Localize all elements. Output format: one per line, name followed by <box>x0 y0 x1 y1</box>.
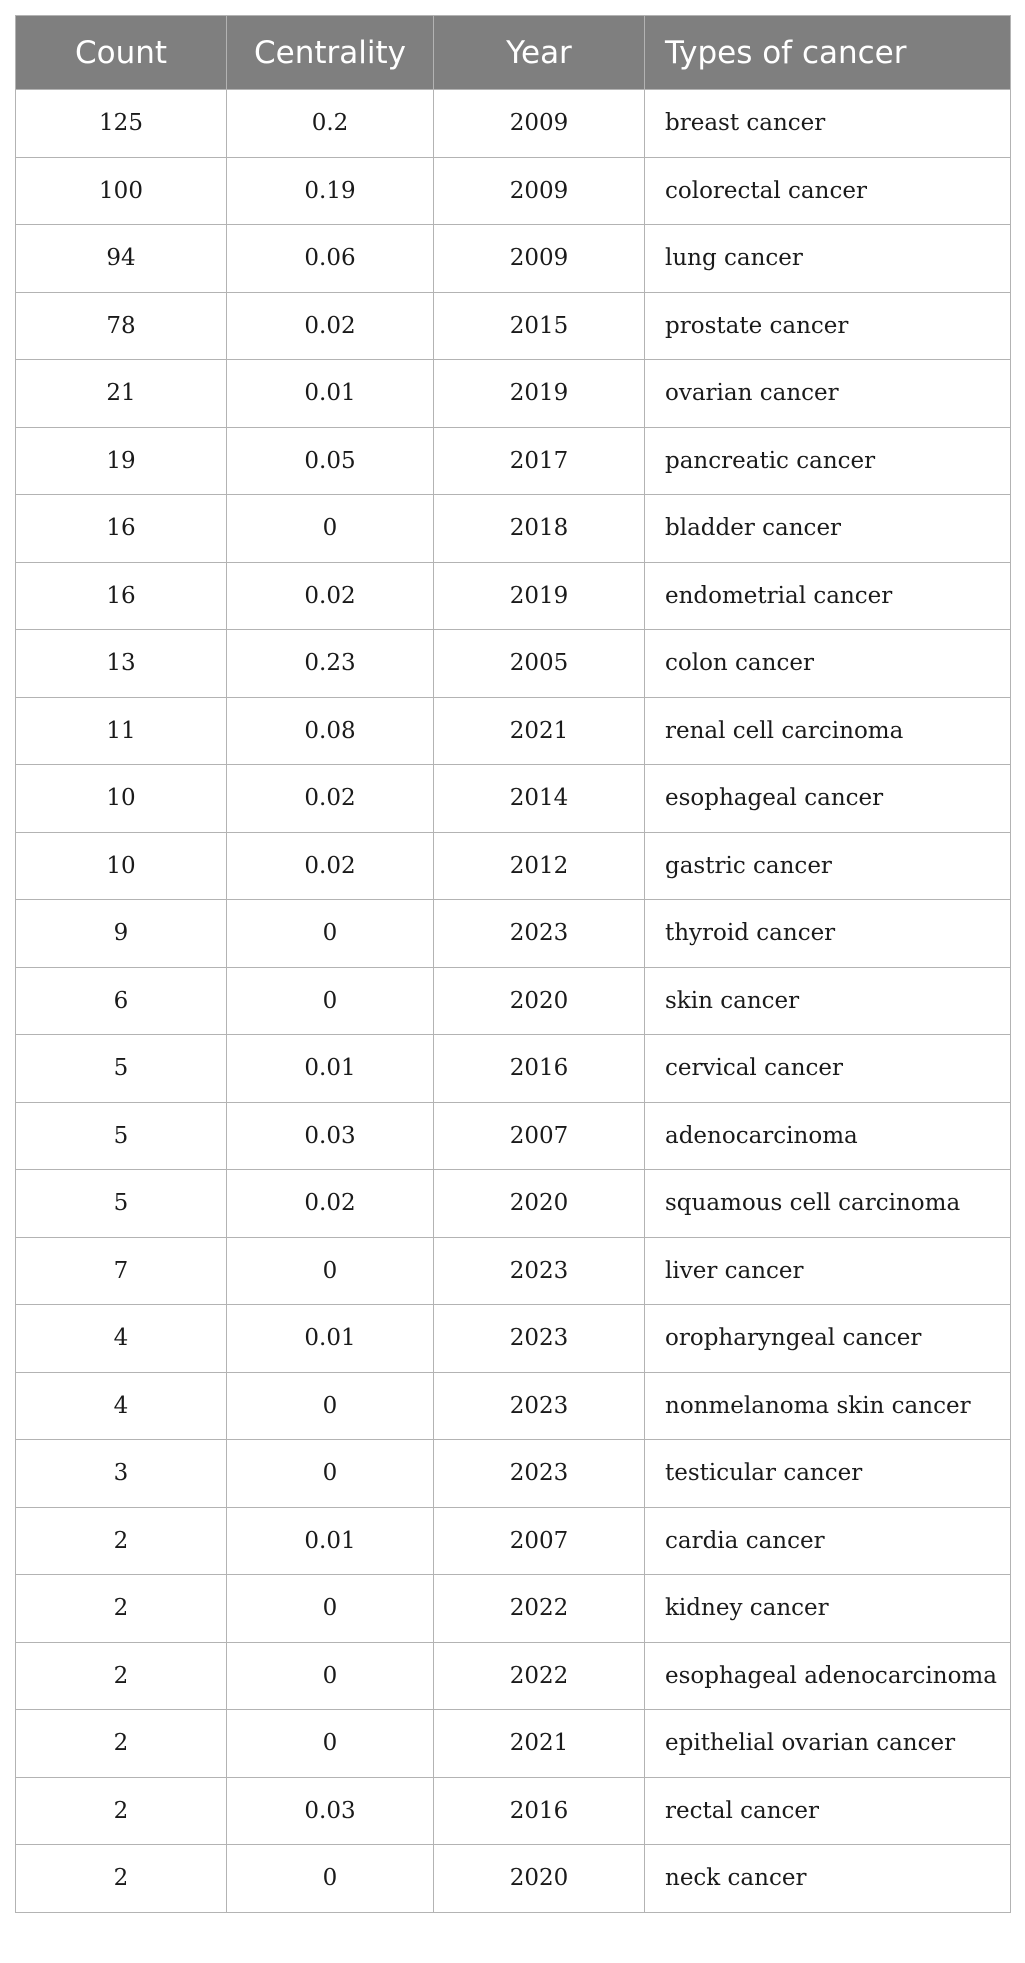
cell-year: 2020 <box>434 967 645 1035</box>
cell-centrality: 0.03 <box>227 1777 434 1845</box>
cell-year: 2019 <box>434 562 645 630</box>
cell-centrality: 0.06 <box>227 225 434 293</box>
cell-count: 11 <box>16 697 227 765</box>
cell-year: 2022 <box>434 1575 645 1643</box>
cell-count: 2 <box>16 1777 227 1845</box>
cell-count: 5 <box>16 1170 227 1238</box>
header-row <box>16 16 1011 90</box>
cell-centrality: 0.08 <box>227 697 434 765</box>
cell-cancer-type: prostate cancer <box>645 292 1011 360</box>
cell-count: 125 <box>16 90 227 158</box>
table-row <box>16 562 1011 630</box>
table-row <box>16 90 1011 158</box>
table-row <box>16 1440 1011 1508</box>
table-row <box>16 1507 1011 1575</box>
table-row <box>16 1642 1011 1710</box>
cell-centrality: 0 <box>227 1575 434 1643</box>
cell-centrality: 0.02 <box>227 292 434 360</box>
cell-centrality: 0 <box>227 967 434 1035</box>
cell-count: 78 <box>16 292 227 360</box>
cell-centrality: 0 <box>227 1237 434 1305</box>
cell-year: 2019 <box>434 360 645 428</box>
cell-year: 2005 <box>434 630 645 698</box>
cell-cancer-type: cardia cancer <box>645 1507 1011 1575</box>
cell-year: 2020 <box>434 1170 645 1238</box>
table-row <box>16 1372 1011 1440</box>
cell-year: 2023 <box>434 1372 645 1440</box>
table-row <box>16 1710 1011 1778</box>
cell-centrality: 0 <box>227 1642 434 1710</box>
cell-cancer-type: kidney cancer <box>645 1575 1011 1643</box>
cell-cancer-type: oropharyngeal cancer <box>645 1305 1011 1373</box>
cell-centrality: 0 <box>227 1372 434 1440</box>
table-row <box>16 1777 1011 1845</box>
cell-count: 2 <box>16 1845 227 1913</box>
cell-count: 10 <box>16 832 227 900</box>
cell-centrality: 0.02 <box>227 562 434 630</box>
cell-count: 10 <box>16 765 227 833</box>
cell-count: 7 <box>16 1237 227 1305</box>
cell-centrality: 0.03 <box>227 1102 434 1170</box>
cell-year: 2007 <box>434 1102 645 1170</box>
cell-cancer-type: testicular cancer <box>645 1440 1011 1508</box>
cell-centrality: 0.01 <box>227 360 434 428</box>
cell-year: 2017 <box>434 427 645 495</box>
cell-cancer-type: gastric cancer <box>645 832 1011 900</box>
cell-count: 2 <box>16 1642 227 1710</box>
cell-cancer-type: thyroid cancer <box>645 900 1011 968</box>
header-cancer-type: Types of cancer <box>645 16 1011 90</box>
cell-count: 16 <box>16 562 227 630</box>
cell-year: 2023 <box>434 1237 645 1305</box>
cell-year: 2021 <box>434 697 645 765</box>
cell-cancer-type: colorectal cancer <box>645 157 1011 225</box>
header-count: Count <box>16 16 227 90</box>
cell-cancer-type: skin cancer <box>645 967 1011 1035</box>
cell-centrality: 0.02 <box>227 1170 434 1238</box>
table-row <box>16 157 1011 225</box>
cell-cancer-type: esophageal cancer <box>645 765 1011 833</box>
cell-count: 5 <box>16 1035 227 1103</box>
cell-count: 6 <box>16 967 227 1035</box>
header-year: Year <box>434 16 645 90</box>
cell-cancer-type: lung cancer <box>645 225 1011 293</box>
cell-centrality: 0.05 <box>227 427 434 495</box>
cell-count: 9 <box>16 900 227 968</box>
cell-count: 2 <box>16 1575 227 1643</box>
cell-count: 2 <box>16 1710 227 1778</box>
cell-count: 4 <box>16 1372 227 1440</box>
cell-centrality: 0.01 <box>227 1035 434 1103</box>
cell-centrality: 0 <box>227 900 434 968</box>
cell-count: 2 <box>16 1507 227 1575</box>
cell-year: 2009 <box>434 225 645 293</box>
cell-cancer-type: neck cancer <box>645 1845 1011 1913</box>
table-row <box>16 967 1011 1035</box>
cell-year: 2014 <box>434 765 645 833</box>
cell-count: 16 <box>16 495 227 563</box>
cell-year: 2023 <box>434 900 645 968</box>
cell-cancer-type: nonmelanoma skin cancer <box>645 1372 1011 1440</box>
cell-centrality: 0 <box>227 1845 434 1913</box>
cell-cancer-type: endometrial cancer <box>645 562 1011 630</box>
cell-centrality: 0 <box>227 1440 434 1508</box>
table-row <box>16 832 1011 900</box>
cancer-types-table <box>15 15 1011 1913</box>
cell-year: 2009 <box>434 157 645 225</box>
table-row <box>16 1845 1011 1913</box>
cell-year: 2015 <box>434 292 645 360</box>
cell-year: 2016 <box>434 1777 645 1845</box>
table-row <box>16 697 1011 765</box>
cell-cancer-type: liver cancer <box>645 1237 1011 1305</box>
cell-cancer-type: renal cell carcinoma <box>645 697 1011 765</box>
cell-cancer-type: breast cancer <box>645 90 1011 158</box>
table-row <box>16 1305 1011 1373</box>
cell-cancer-type: epithelial ovarian cancer <box>645 1710 1011 1778</box>
table-header <box>16 16 1011 90</box>
cell-cancer-type: adenocarcinoma <box>645 1102 1011 1170</box>
cell-cancer-type: squamous cell carcinoma <box>645 1170 1011 1238</box>
cell-count: 19 <box>16 427 227 495</box>
table-row <box>16 900 1011 968</box>
table-body <box>16 90 1011 1913</box>
cell-year: 2007 <box>434 1507 645 1575</box>
cell-year: 2016 <box>434 1035 645 1103</box>
table-row <box>16 1102 1011 1170</box>
cell-count: 21 <box>16 360 227 428</box>
table-row <box>16 495 1011 563</box>
cell-centrality: 0 <box>227 495 434 563</box>
cell-year: 2018 <box>434 495 645 563</box>
cell-year: 2022 <box>434 1642 645 1710</box>
cell-cancer-type: pancreatic cancer <box>645 427 1011 495</box>
cell-count: 5 <box>16 1102 227 1170</box>
header-centrality: Centrality <box>227 16 434 90</box>
cell-count: 94 <box>16 225 227 293</box>
table-row <box>16 1170 1011 1238</box>
cell-year: 2023 <box>434 1440 645 1508</box>
cell-cancer-type: colon cancer <box>645 630 1011 698</box>
cell-count: 4 <box>16 1305 227 1373</box>
cell-centrality: 0 <box>227 1710 434 1778</box>
table-row <box>16 630 1011 698</box>
cell-centrality: 0.23 <box>227 630 434 698</box>
table-row <box>16 765 1011 833</box>
table-row <box>16 1237 1011 1305</box>
cell-centrality: 0.02 <box>227 765 434 833</box>
cell-year: 2020 <box>434 1845 645 1913</box>
table-row <box>16 1035 1011 1103</box>
cell-cancer-type: cervical cancer <box>645 1035 1011 1103</box>
cell-count: 13 <box>16 630 227 698</box>
cell-cancer-type: ovarian cancer <box>645 360 1011 428</box>
cell-year: 2009 <box>434 90 645 158</box>
cell-centrality: 0.01 <box>227 1305 434 1373</box>
table-row <box>16 225 1011 293</box>
table-row <box>16 292 1011 360</box>
cell-year: 2012 <box>434 832 645 900</box>
cell-centrality: 0.19 <box>227 157 434 225</box>
cell-year: 2021 <box>434 1710 645 1778</box>
cell-cancer-type: esophageal adenocarcinoma <box>645 1642 1011 1710</box>
cell-cancer-type: rectal cancer <box>645 1777 1011 1845</box>
table-row <box>16 1575 1011 1643</box>
table-row <box>16 360 1011 428</box>
cell-count: 3 <box>16 1440 227 1508</box>
cell-year: 2023 <box>434 1305 645 1373</box>
cell-centrality: 0.02 <box>227 832 434 900</box>
cell-count: 100 <box>16 157 227 225</box>
cell-centrality: 0.2 <box>227 90 434 158</box>
table-row <box>16 427 1011 495</box>
cell-cancer-type: bladder cancer <box>645 495 1011 563</box>
cell-centrality: 0.01 <box>227 1507 434 1575</box>
